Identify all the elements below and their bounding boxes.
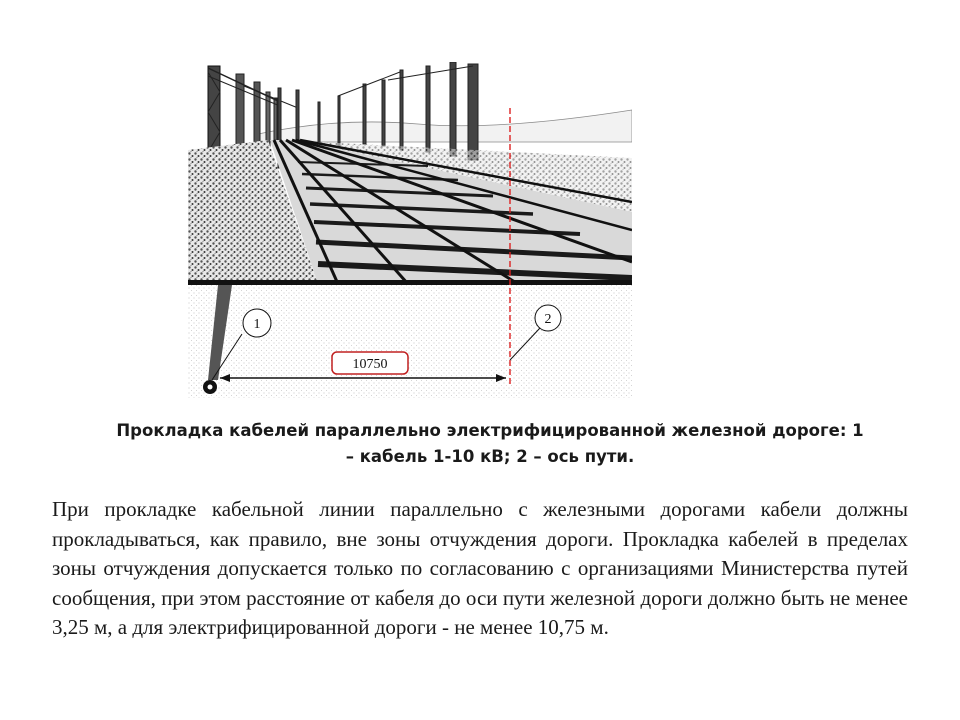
marker-1-label: 1 <box>253 317 261 332</box>
figure-caption <box>80 418 900 470</box>
body-paragraph: При прокладке кабельной линии параллельно с железными дорогами кабели должны прокладываться, как правило, вне зоны отчуждения дороги. Прокладка кабелей в пределах зоны отчуждения допускается только по согласованию с организациями Министерства путей сообщения, при этом расстояние от кабеля до оси пути железной дороги должно быть не менее 3,25 м, а для электрифицированной дороги - не менее 10,75 м. <box>52 497 908 639</box>
dimension-label: 10750 <box>352 357 388 372</box>
caption-line-1: Прокладка кабелей параллельно электрифицированной железной дороге: 1 <box>116 421 864 440</box>
caption-line-2: – кабель 1-10 кВ; 2 – ось пути. <box>345 447 635 466</box>
marker-2-label: 2 <box>544 312 552 327</box>
railway-cable-figure <box>188 62 632 398</box>
soil-section <box>188 285 632 398</box>
ground-line <box>188 280 632 285</box>
